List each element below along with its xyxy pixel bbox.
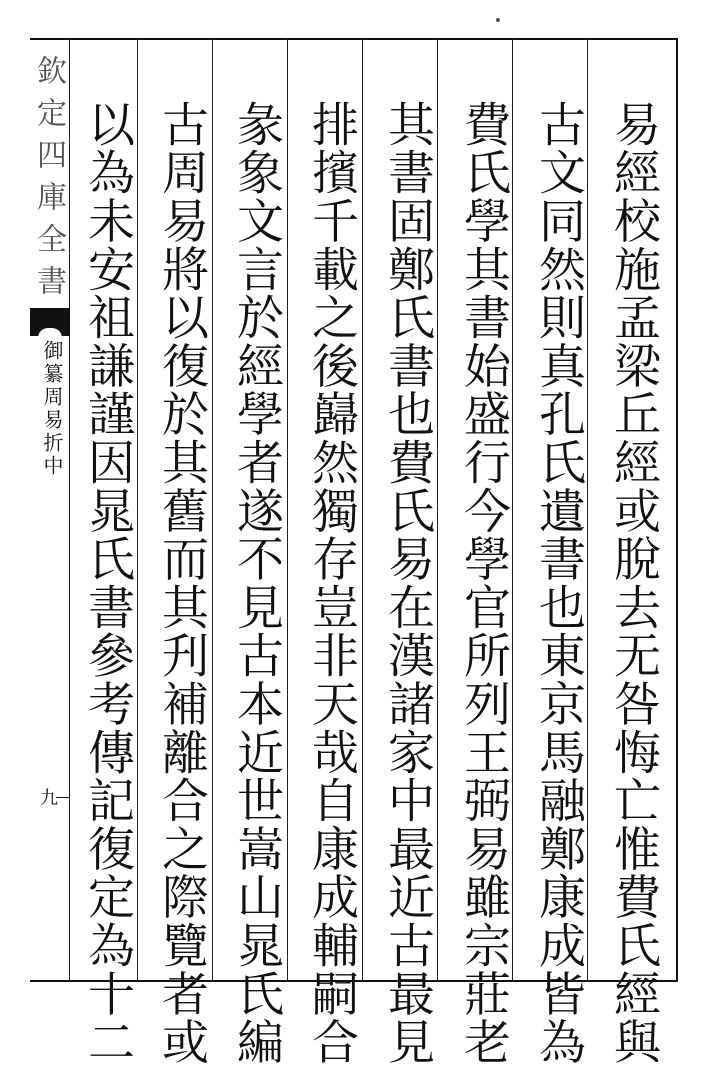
text-column-7: 古周易將以復於其舊而其刋補離合之際覽者或 bbox=[154, 100, 209, 1066]
scan-speck bbox=[496, 18, 500, 22]
text-column-5: 排擯千載之後巋然獨存豈非天哉自康成輔嗣合 bbox=[304, 100, 359, 1066]
text-column-4: 其書固鄭氏書也費氏易在漢諸家中最近古最見 bbox=[380, 100, 435, 1066]
column-divider bbox=[437, 38, 438, 982]
column-divider bbox=[137, 38, 138, 982]
column-divider bbox=[212, 38, 213, 982]
text-column-8: 以為未安祖謙謹因晁氏書參考傳記復定為十二 bbox=[80, 100, 135, 1066]
column-divider bbox=[362, 38, 363, 982]
column-divider bbox=[287, 38, 288, 982]
text-column-3: 費氏學其書始盛行今學官所列王弼易雖宗莊老 bbox=[456, 100, 511, 1066]
text-column-6: 彖象文言於經學者遂不見古本近世嵩山晁氏編 bbox=[229, 100, 284, 1066]
page-number-rule bbox=[56, 797, 70, 798]
text-column-1: 易經校施孟梁丘經或脫去无咎悔亡惟費氏經與 bbox=[606, 100, 661, 1066]
text-column-2: 古文同然則真孔氏遺書也東京馬融鄭康成皆為 bbox=[531, 100, 586, 1066]
fish-tail-mark bbox=[30, 308, 70, 336]
page-number: 九 bbox=[40, 788, 58, 809]
book-title: 御纂周易折中 bbox=[40, 340, 64, 478]
collection-title: 欽定四庫全書 bbox=[31, 55, 66, 307]
